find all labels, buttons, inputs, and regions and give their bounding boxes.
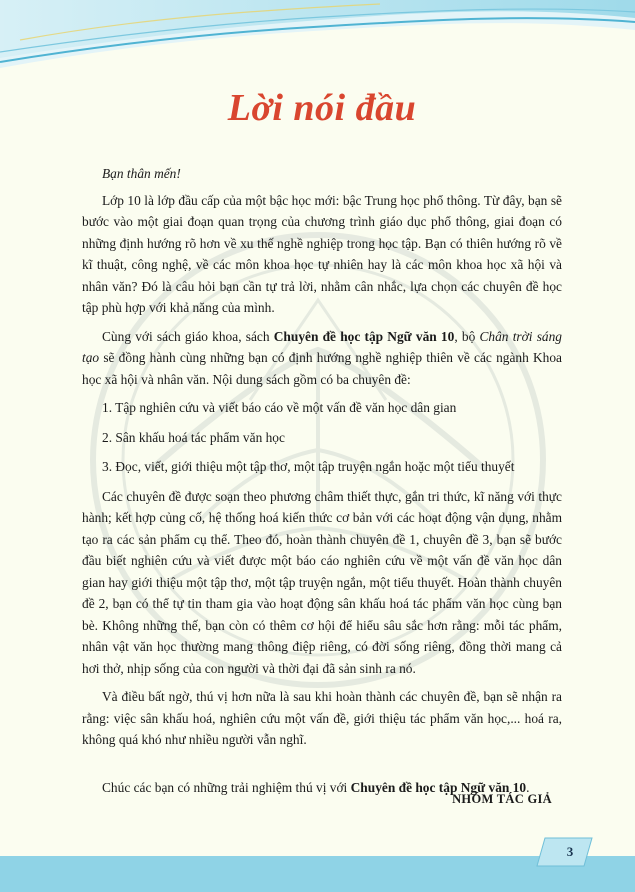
author-signature: NHÓM TÁC GIẢ <box>452 792 552 806</box>
series-name: Chân trời sáng tạo <box>82 328 563 365</box>
closing-wish: Chúc các bạn có những trải nghiệm thú vị với Chuyên đề học tập Ngữ văn 10. <box>102 779 530 795</box>
topic-item: 3. Đọc, viết, giới thiệu một tập thơ, một tập truyện ngắn hoặc một tiểu thuyết <box>102 459 515 474</box>
page-number: 3 <box>566 844 574 859</box>
topic-item: 1. Tập nghiên cứu và viết báo cáo về một vấn đề văn học dân gian <box>102 400 457 415</box>
topic-item: 2. Sân khấu hoá tác phẩm văn học <box>102 429 285 445</box>
paragraph-intro: Lớp 10 là lớp đầu cấp của một bậc học mới: bậc Trung học phổ thông. Từ đây, bạn sẽ bước vào một giai đoạn quan trọng của chương trình giáo dục phổ thông, giai đoạn có những định hướng rõ hơn về xu thế nghề nghiệp trong học tập. Bạn có thiên hướng rõ về kĩ thuật, công nghệ, về các môn khoa học tự nhiên hay là các môn khoa học xã hội và nhân văn? Đó là câu hỏi bạn cần tự trả lời, nhằm cân nhắc, lựa chọn các chuyên đề học tập phù hợp với khả năng của mình. <box>82 192 562 315</box>
paragraph-book: Cùng với sách giáo khoa, sách Chuyên đề học tập Ngữ văn 10, bộ Chân trời sáng tạo sẽ đồng hành cùng những bạn có định hướng nghề nghiệp thiên về các ngành Khoa học xã hội và nhân văn. Nội dung sách gồm có ba chuyên đề: <box>82 328 563 387</box>
book-title: Chuyên đề học tập Ngữ văn 10 <box>273 328 455 344</box>
paragraph-surprise: Và điều bất ngờ, thú vị hơn nữa là sau khi hoàn thành các chuyên đề, bạn sẽ nhận ra rằng: việc sân khấu hoá, nghiên cứu một vấn đề, giới thiệu tác phẩm văn học,... hoá ra, không quá khó như nhiều người vẫn nghĩ. <box>82 689 562 747</box>
page-title: Lời nói đầu <box>227 87 417 129</box>
preface-text <box>82 163 562 805</box>
paragraph-method: Các chuyên đề được soạn theo phương châm thiết thực, gắn tri thức, kĩ năng với thực hành; kết hợp củng cố, hệ thống hoá kiến thức cơ bản với các hoạt động vận dụng, nhằm tạo ra các sản phẩm cụ thể. Theo đó, hoàn thành chuyên đề 1, chuyên đề 3, bạn sẽ bước đầu biết nghiên cứu và viết được một báo cáo nghiên cứu về một vấn đề văn học dân gian hay giới thiệu một tập thơ, một tập truyện ngắn, một tiểu thuyết. Hoàn thành chuyên đề 2, bạn có thể tự tin tham gia vào hoạt động sân khấu hoá tác phẩm văn học cùng bạn bè. Không những thế, bạn còn có thêm cơ hội để hiểu sâu sắc hơn rằng: mỗi tác phẩm, nhân vật văn học thường mang thông điệp riêng, có đời sống riêng, đồng thời mang cả hơi thở, nhịp sống của con người và thời đại đã sản sinh ra nó. <box>82 488 562 676</box>
closing-book-title: Chuyên đề học tập Ngữ văn 10 <box>350 779 527 795</box>
greeting: Bạn thân mến! <box>102 166 181 181</box>
